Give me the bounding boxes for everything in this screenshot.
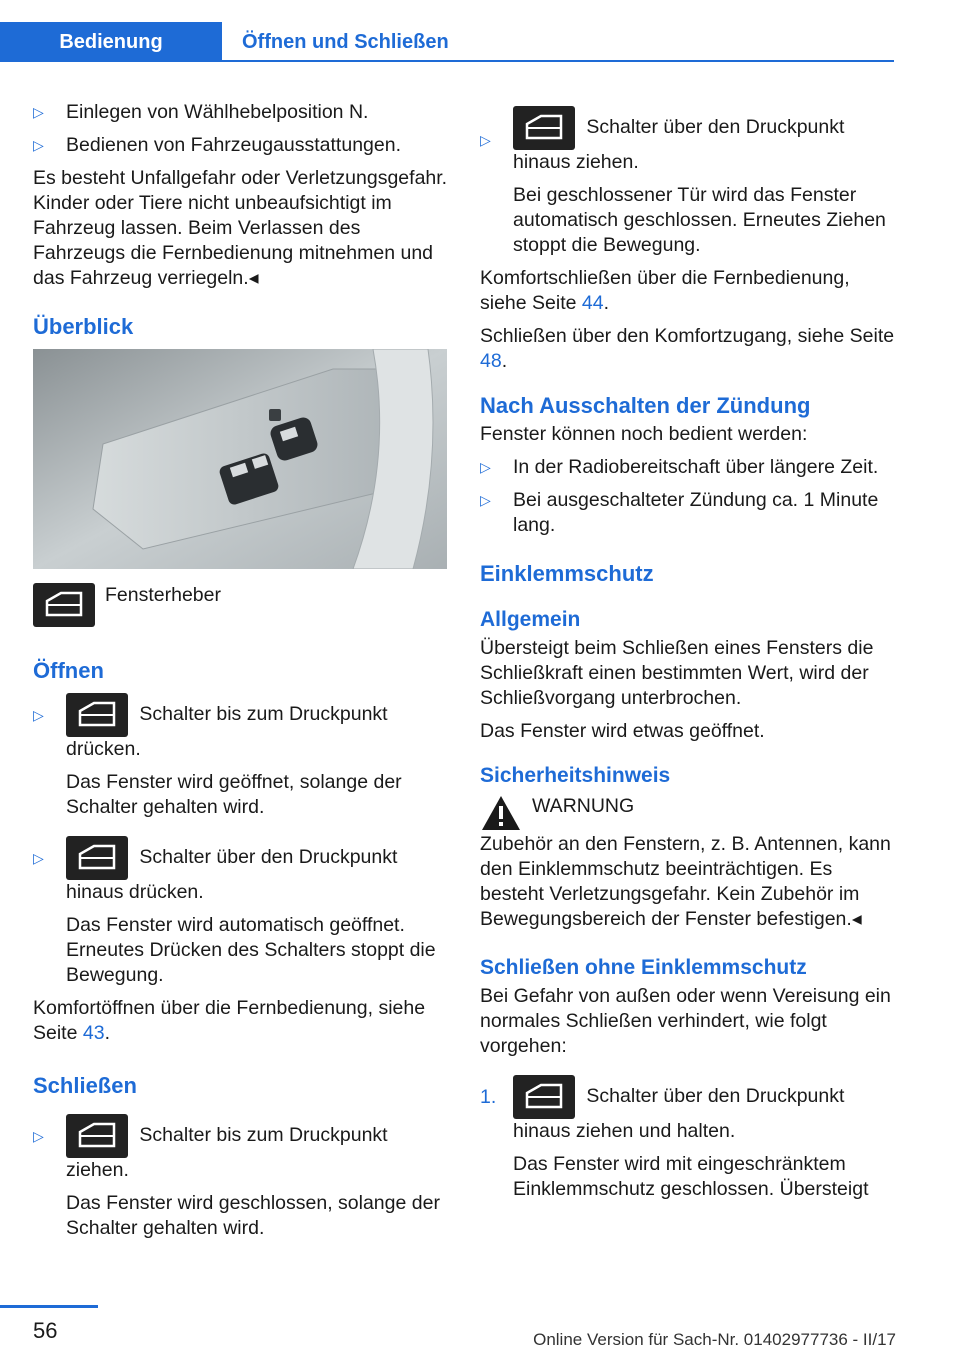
tab-oeffnen-schliessen[interactable]: Öffnen und Schließen: [222, 22, 894, 62]
footer-divider: [0, 1305, 98, 1308]
heading-general: Allgemein: [480, 608, 581, 631]
window-switch-icon: [66, 836, 128, 880]
comfort-open-text: Komfortöffnen über die Fernbedienung, siehe Seite 43.: [33, 997, 426, 1044]
triangle-bullet-icon: ▷: [33, 137, 44, 153]
page-link-48[interactable]: 48: [480, 350, 502, 372]
tab-bedienung[interactable]: Bedienung: [0, 22, 222, 62]
warning-block: WARNUNG: [480, 794, 896, 832]
list-item: ▷ Schalter bis zum Druckpunkt ziehen. Das Fenster wird geschlossen, solange der Schalter gehalten wird.: [33, 1114, 449, 1241]
comfort-close-text: Komfortschließen über die Fernbedienung, siehe Seite 44.: [480, 267, 850, 314]
heading-open: Öffnen: [33, 658, 104, 683]
window-switch-icon: [33, 583, 95, 627]
list-item: ▷ Bei ausgeschalteter Zündung ca. 1 Minute lang.: [480, 489, 879, 536]
header: [0, 0, 960, 62]
triangle-bullet-icon: ▷: [33, 707, 44, 723]
footer-version: Online Version für Sach-Nr. 01402977736 - II/17: [533, 1330, 896, 1349]
warning-triangle-icon: [480, 794, 522, 832]
window-switch-photo: [33, 349, 447, 569]
heading-overview: Überblick: [33, 314, 134, 339]
page-link-43[interactable]: 43: [82, 1022, 105, 1044]
window-switch-icon: [513, 1075, 575, 1119]
triangle-bullet-icon: ▷: [33, 850, 44, 866]
triangle-bullet-icon: ▷: [480, 492, 491, 508]
list-item: ▷ Einlegen von Wählhebelposition N.: [33, 101, 369, 123]
triangle-bullet-icon: ▷: [33, 104, 44, 120]
header-divider: [0, 60, 894, 62]
heading-safety-note: Sicherheitshinweis: [480, 764, 671, 787]
page-number: 56: [33, 1318, 58, 1343]
heading-after-ignition: Nach Ausschalten der Zündung: [480, 393, 811, 418]
window-switch-icon: [66, 693, 128, 737]
window-switch-icon: [513, 106, 575, 150]
list-item: 1. Schalter über den Druckpunkt hinaus ziehen und halten. Das Fenster wird mit eingeschränktem Einklemmschutz geschlossen. Übersteigt: [480, 1075, 896, 1202]
list-item: ▷ Schalter bis zum Druckpunkt drücken. Das Fenster wird geöffnet, solange der Schalter gehalten wird.: [33, 693, 449, 820]
warning-continuation: Es besteht Unfallgefahr oder Verletzungsgefahr. Kinder oder Tiere nicht unbeaufsichtigt im Fahrzeug lassen. Beim Verlassen des Fahrzeugs die Fernbedienung mitnehmen und das Fahrzeug verriegeln.◂: [33, 167, 448, 289]
heading-pinch-protection: Einklemmschutz: [480, 561, 654, 586]
list-item: ▷ Schalter über den Druckpunkt hinaus drücken. Das Fenster wird automatisch geöffnet. Erneutes Drücken des Schalters stoppt die Bewegung.: [33, 836, 449, 988]
list-item: ▷ Bedienen von Fahrzeugausstattungen.: [33, 134, 401, 156]
heading-close-without-protection: Schließen ohne Einklemmschutz: [480, 956, 807, 979]
heading-close: Schließen: [33, 1073, 137, 1098]
list-item: ▷ Schalter über den Druckpunkt hinaus ziehen. Bei geschlossener Tür wird das Fenster automatisch geschlossen. Erneutes Ziehen stoppt die Bewegung.: [480, 106, 896, 258]
left-column: [33, 100, 449, 1249]
page-link-44[interactable]: 44: [581, 292, 604, 314]
comfort-access-text: Schließen über den Komfortzugang, siehe Seite 48.: [480, 325, 895, 372]
triangle-bullet-icon: ▷: [480, 132, 491, 148]
right-column: ▷ Schalter über den Druckpunkt hinaus ziehen. Bei geschlossener Tür wird das Fenster automatisch geschlossen. Erneutes Ziehen stoppt die Bewegung. Komfortschließen über die Fernbedienung, siehe Seite 44. Schließen über den Komfortzugang, siehe Seite 48. Nach Ausschalten der Zündung Fenster können noch bedient werden: ▷ In der Radiobereitschaft über längere Zeit. ▷ Bei ausgeschalteter Zündung ca. 1 Minute lang. Einklemmschutz Allgemein Übersteigt beim Schließen eines Fensters die Schließkraft einen bestimmten Wert, wird der Schließvorgang unterbrochen. Das Fenster wird etwas geöffnet. Sicherheitshinweis WARNUNG Zubehör an den Fenstern, z. B. Antennen, kann den Einklemmschutz beeinträchtigen. Es besteht Verletzungsgefahr. Kein Zubehör im Bewegungsbereich der Fenster befestigen.◂ Schließen ohne Einklemmschutz Bei Gefahr von außen oder wenn Vereisung ein normales Schließen verhindert, wie folgt vorgehen: 1. Schalter über den Druckpunkt hinaus ziehen und halten. Das Fenster wird mit eingeschränktem Einklemmschutz geschlossen. Übersteigt: [480, 106, 896, 1210]
triangle-bullet-icon: ▷: [33, 1128, 44, 1144]
window-switch-icon: [66, 1114, 128, 1158]
triangle-bullet-icon: ▷: [480, 459, 491, 475]
figure-caption: Fensterheber: [33, 583, 449, 627]
list-item: ▷ In der Radiobereitschaft über längere Zeit.: [480, 456, 879, 478]
